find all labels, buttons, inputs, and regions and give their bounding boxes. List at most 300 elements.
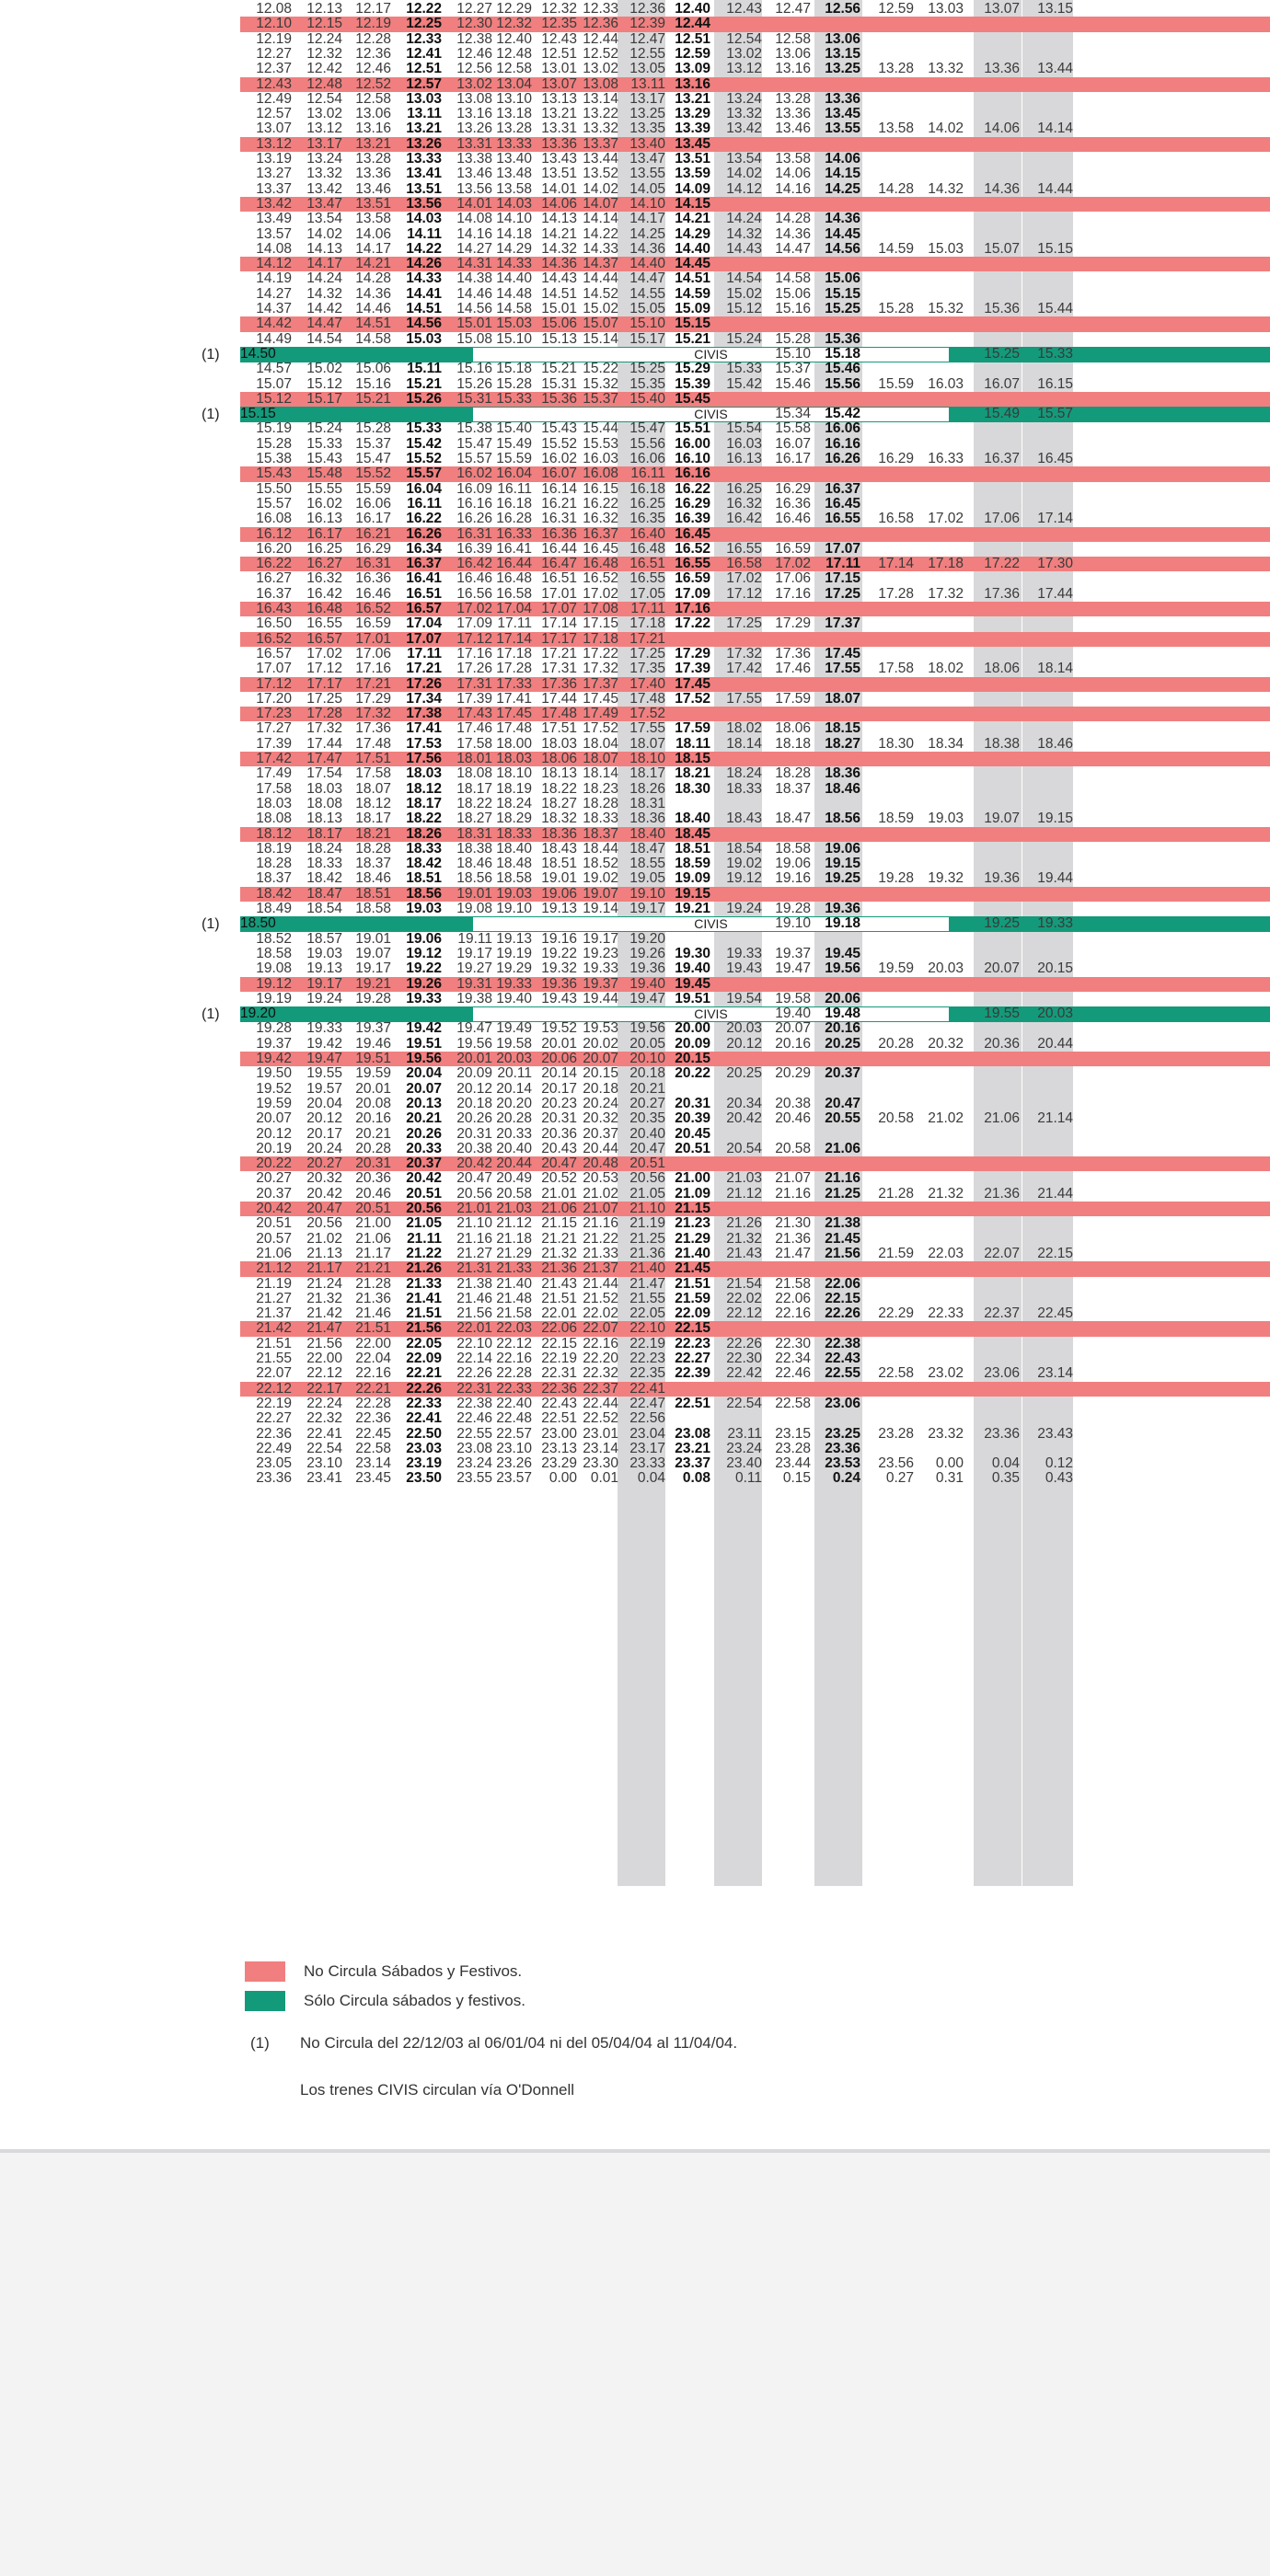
time-cell: 21.40 [496,1275,532,1292]
time-cell: 15.43 [256,466,292,482]
time-cell: 16.29 [775,480,811,497]
time-cell: 21.11 [407,1230,442,1247]
time-cell: 22.46 [456,1410,492,1427]
time-cell: 17.44 [1037,585,1073,602]
table-row [240,466,1270,481]
time-cell: 13.07 [256,121,292,137]
time-cell: 17.29 [675,645,710,661]
table-row [240,1202,1270,1216]
time-cell: 17.21 [355,675,391,692]
time-cell: 0.15 [782,1470,811,1487]
time-cell: 18.26 [406,825,442,842]
time-cell: 21.12 [496,1215,532,1232]
time-cell: 16.18 [629,480,665,497]
time-cell: 14.25 [629,225,665,242]
time-cell: 16.22 [675,480,710,497]
time-cell: 18.13 [306,811,342,827]
time-cell: 17.12 [726,585,762,602]
time-cell: 14.27 [256,285,292,302]
time-cell: 17.44 [541,690,577,707]
time-cell: 20.34 [726,1095,762,1111]
time-cell: 17.36 [355,720,391,737]
time-cell: 21.46 [355,1305,391,1322]
time-cell: 15.57 [456,451,492,466]
time-cell: 17.07 [406,630,442,647]
time-cell: 21.40 [675,1245,710,1261]
time-cell: 13.56 [406,195,442,212]
time-cell: 17.26 [456,661,492,677]
time-cell: 21.09 [675,1185,710,1202]
time-cell: 22.58 [355,1440,391,1456]
time-cell: 13.58 [775,151,811,167]
table-row [240,121,1270,136]
time-cell: 13.02 [306,106,342,122]
time-cell: 21.42 [256,1320,292,1337]
time-cell: 19.01 [355,930,391,947]
time-cell: 19.47 [775,960,811,977]
time-cell: 14.02 [306,225,342,242]
time-cell: 16.26 [406,525,442,542]
time-cell: 17.41 [496,690,532,707]
time-cell: 13.16 [775,61,811,77]
time-cell: 22.09 [675,1305,710,1322]
time-cell: 15.34 [775,406,811,422]
time-cell: 12.19 [256,30,292,47]
time-cell: 19.06 [406,930,442,947]
time-cell: 0.12 [1045,1455,1073,1472]
time-cell: 13.46 [775,121,811,137]
time-cell: 15.56 [825,375,860,392]
time-cell: 20.57 [256,1230,292,1247]
time-cell: 20.02 [583,1035,618,1052]
time-cell: 21.17 [306,1260,342,1277]
table-row [240,17,1270,31]
time-cell: 22.10 [456,1335,492,1351]
time-cell: 17.46 [775,661,811,677]
time-cell: 21.22 [406,1245,442,1261]
civis-note-marker: (1) [202,916,220,933]
time-cell: 21.29 [675,1230,710,1247]
time-cell: 23.36 [825,1440,860,1456]
time-cell: 19.37 [583,975,618,992]
time-cell: 17.37 [825,615,860,632]
time-cell: 19.43 [541,990,577,1006]
time-cell: 20.26 [456,1110,492,1127]
time-cell: 18.40 [496,840,532,857]
time-cell: 15.33 [726,361,762,377]
table-row [240,782,1270,797]
table-row [240,107,1270,121]
time-cell: 17.26 [406,675,442,692]
time-cell: 18.08 [456,765,492,782]
time-cell: 18.07 [825,690,860,707]
time-cell: 14.16 [456,225,492,242]
time-cell: 14.02 [726,166,762,182]
time-cell: 20.06 [825,990,860,1006]
time-cell: 18.28 [355,840,391,857]
time-cell: 17.22 [984,556,1020,572]
time-cell: 20.16 [355,1110,391,1127]
table-row [240,977,1270,992]
time-cell: 22.01 [456,1320,492,1337]
time-cell: 20.38 [456,1140,492,1156]
time-cell: 20.37 [256,1185,292,1202]
time-cell: 21.43 [726,1245,762,1261]
time-cell: 18.22 [456,795,492,811]
time-cell: 19.25 [984,915,1020,932]
time-cell: 21.51 [406,1305,442,1322]
time-cell: 13.25 [825,61,860,77]
time-cell: 22.06 [825,1275,860,1292]
time-cell: 16.20 [256,540,292,557]
time-cell: 19.30 [675,945,710,961]
time-cell: 14.36 [355,285,391,302]
time-cell: 18.27 [825,735,860,752]
time-cell: 20.44 [1037,1035,1073,1052]
time-cell: 17.15 [825,570,860,587]
time-cell: 21.15 [675,1201,710,1216]
time-cell: 14.38 [456,270,492,287]
time-cell: 14.19 [256,270,292,287]
time-cell: 20.13 [406,1095,442,1111]
time-cell: 19.24 [726,901,762,916]
time-cell: 13.06 [775,45,811,62]
time-cell: 20.48 [583,1156,618,1172]
time-cell: 17.48 [541,706,577,722]
time-cell: 19.38 [456,990,492,1006]
time-cell: 21.02 [306,1230,342,1247]
time-cell: 22.58 [775,1395,811,1411]
time-cell: 18.56 [456,870,492,887]
time-cell: 22.55 [825,1365,860,1382]
time-cell: 21.01 [456,1201,492,1216]
time-cell: 15.42 [406,435,442,452]
time-cell: 12.51 [675,30,710,47]
time-cell: 14.46 [355,301,391,316]
time-cell: 15.28 [256,435,292,452]
time-cell: 20.58 [496,1185,532,1202]
time-cell: 18.13 [541,765,577,782]
time-cell: 14.01 [456,195,492,212]
time-cell: 22.15 [1037,1245,1073,1261]
time-cell: 20.23 [541,1095,577,1111]
time-cell: 14.07 [583,195,618,212]
time-cell: 12.22 [406,1,442,17]
time-cell: 16.37 [406,556,442,572]
time-cell: 20.58 [878,1110,914,1127]
time-cell: 15.11 [407,361,442,377]
time-cell: 0.11 [734,1470,762,1487]
time-cell: 18.33 [406,840,442,857]
time-cell: 14.01 [541,180,577,197]
time-cell: 17.46 [456,720,492,737]
time-cell: 21.52 [583,1290,618,1306]
time-cell: 19.03 [406,901,442,916]
time-cell: 18.42 [406,856,442,872]
time-cell: 20.25 [825,1035,860,1052]
table-row [240,632,1270,647]
time-cell: 14.14 [583,211,618,227]
time-cell: 17.55 [825,661,860,677]
table-row [240,857,1270,871]
time-cell: 13.58 [355,211,391,227]
time-cell: 14.59 [675,285,710,302]
time-cell: 19.07 [984,811,1020,827]
time-cell: 19.13 [306,960,342,977]
time-cell: 17.04 [496,601,532,616]
time-cell: 21.36 [541,1260,577,1277]
time-cell: 20.49 [496,1170,532,1187]
time-cell: 15.06 [541,316,577,332]
time-cell: 20.37 [825,1065,860,1082]
time-cell: 20.10 [629,1051,665,1066]
time-cell: 13.31 [456,135,492,152]
time-cell: 12.52 [583,45,618,62]
time-cell: 17.02 [583,585,618,602]
time-cell: 18.36 [541,825,577,842]
time-cell: 17.32 [928,585,964,602]
time-cell: 14.50 [240,345,276,362]
time-cell: 15.06 [825,270,860,287]
table-row [240,827,1270,842]
time-cell: 22.45 [1037,1305,1073,1322]
time-cell: 0.43 [1045,1470,1073,1487]
time-cell: 17.43 [456,706,492,722]
time-cell: 22.05 [406,1335,442,1351]
time-cell: 15.32 [583,375,618,392]
time-cell: 17.48 [355,735,391,752]
time-cell: 17.12 [256,675,292,692]
time-cell: 18.59 [878,811,914,827]
time-cell: 18.47 [629,840,665,857]
time-cell: 12.44 [675,16,710,32]
time-cell: 22.06 [775,1290,811,1306]
time-cell: 14.08 [456,211,492,227]
time-cell: 22.05 [629,1305,665,1322]
time-cell: 17.11 [826,556,860,572]
time-cell: 13.09 [675,61,710,77]
time-cell: 18.07 [629,735,665,752]
time-cell: 14.59 [878,240,914,257]
time-cell: 17.22 [675,615,710,632]
time-cell: 17.37 [583,675,618,692]
time-cell: 0.24 [832,1470,860,1487]
time-cell: 16.27 [306,556,342,572]
time-cell: 19.05 [629,870,665,887]
time-cell: 16.17 [775,451,811,466]
time-cell: 17.29 [355,690,391,707]
time-cell: 19.55 [306,1065,342,1082]
time-cell: 13.33 [406,151,442,167]
time-cell: 16.02 [306,495,342,512]
time-cell: 18.06 [775,720,811,737]
time-cell: 15.40 [629,390,665,407]
time-cell: 18.08 [256,811,292,827]
table-row [240,1366,1270,1381]
time-cell: 19.19 [256,990,292,1006]
time-cell: 18.46 [825,780,860,797]
time-cell: 20.46 [355,1185,391,1202]
time-cell: 15.48 [306,466,342,482]
time-cell: 19.16 [541,930,577,947]
time-cell: 20.12 [256,1125,292,1142]
time-cell: 14.29 [496,240,532,257]
time-cell: 15.16 [456,361,492,377]
time-cell: 21.03 [496,1201,532,1216]
time-cell: 17.02 [456,601,492,616]
time-cell: 15.06 [775,285,811,302]
table-row [240,332,1270,347]
time-cell: 17.16 [355,661,391,677]
time-cell: 14.06 [984,121,1020,137]
civis-note-marker: (1) [202,407,220,423]
time-cell: 22.17 [306,1380,342,1397]
time-cell: 16.25 [306,540,342,557]
time-cell: 16.36 [541,525,577,542]
time-cell: 16.56 [456,585,492,602]
time-cell: 20.07 [775,1020,811,1037]
time-cell: 17.31 [456,675,492,692]
time-cell: 13.41 [406,166,442,182]
time-cell: 19.01 [456,885,492,902]
time-cell: 17.32 [306,720,342,737]
time-cell: 16.16 [675,466,710,482]
time-cell: 14.26 [406,256,442,272]
time-cell: 17.07 [256,661,292,677]
time-cell: 15.44 [1037,301,1073,316]
time-cell: 21.17 [355,1245,391,1261]
time-cell: 21.55 [256,1351,292,1366]
time-cell: 16.04 [496,466,532,482]
time-cell: 17.01 [355,630,391,647]
time-cell: 18.43 [541,840,577,857]
time-cell: 19.33 [583,960,618,977]
time-cell: 16.28 [496,511,532,527]
time-cell: 12.58 [355,90,391,107]
time-cell: 0.08 [682,1470,710,1487]
time-cell: 12.43 [256,75,292,92]
time-cell: 18.17 [406,795,442,811]
time-cell: 13.44 [583,151,618,167]
time-cell: 13.37 [583,135,618,152]
time-cell: 22.26 [406,1380,442,1397]
time-cell: 17.02 [928,511,964,527]
time-cell: 12.32 [306,45,342,62]
table-row [240,62,1270,76]
time-cell: 18.37 [583,825,618,842]
time-cell: 17.40 [629,675,665,692]
time-cell: 19.20 [240,1006,276,1022]
time-cell: 17.31 [541,661,577,677]
time-cell: 23.40 [726,1455,762,1472]
time-cell: 20.17 [541,1080,577,1097]
time-cell: 15.02 [306,361,342,377]
time-cell: 19.14 [583,901,618,916]
time-cell: 16.03 [583,451,618,466]
table-row [240,887,1270,902]
time-cell: 18.07 [355,780,391,797]
time-cell: 16.29 [355,540,391,557]
time-cell: 17.09 [675,585,710,602]
time-cell: 12.51 [406,61,442,77]
time-cell: 21.03 [726,1170,762,1187]
time-cell: 18.30 [878,735,914,752]
time-cell: 14.48 [496,285,532,302]
time-cell: 21.15 [541,1215,577,1232]
table-row [240,1397,1270,1411]
time-cell: 14.56 [406,316,442,332]
time-cell: 13.06 [825,30,860,47]
time-cell: 15.24 [726,330,762,347]
time-cell: 14.58 [496,301,532,316]
time-cell: 20.22 [256,1156,292,1172]
time-cell: 12.43 [541,30,577,47]
time-cell: 14.47 [306,316,342,332]
time-cell: 12.47 [629,30,665,47]
time-cell: 12.59 [878,1,914,17]
time-cell: 14.11 [407,225,442,242]
time-cell: 14.02 [928,121,964,137]
time-cell: 18.54 [726,840,762,857]
time-cell: 16.39 [675,511,710,527]
time-cell: 14.55 [629,285,665,302]
time-cell: 16.36 [775,495,811,512]
time-cell: 21.10 [456,1215,492,1232]
time-cell: 21.19 [629,1215,665,1232]
time-cell: 20.42 [306,1185,342,1202]
time-cell: 23.08 [456,1440,492,1456]
time-cell: 16.16 [825,435,860,452]
time-cell: 13.51 [675,151,710,167]
time-cell: 13.49 [256,211,292,227]
time-cell: 21.02 [928,1110,964,1127]
time-cell: 21.18 [496,1230,532,1247]
time-cell: 17.14 [541,615,577,632]
time-cell: 13.21 [675,90,710,107]
time-cell: 12.56 [825,1,860,17]
time-cell: 16.09 [456,480,492,497]
time-cell: 12.54 [306,90,342,107]
time-cell: 13.36 [355,166,391,182]
time-cell: 22.16 [583,1335,618,1351]
time-cell: 17.39 [456,690,492,707]
time-cell: 12.57 [256,106,292,122]
blank-page-area [0,2153,1270,2576]
time-cell: 20.09 [456,1065,492,1082]
time-cell: 19.59 [256,1095,292,1111]
time-cell: 19.44 [1037,870,1073,887]
time-cell: 17.04 [406,615,442,632]
time-cell: 17.06 [355,645,391,661]
time-cell: 15.28 [496,375,532,392]
time-cell: 22.12 [726,1305,762,1322]
time-cell: 15.13 [541,330,577,347]
time-cell: 16.58 [726,556,762,572]
table-row [240,1277,1270,1292]
time-cell: 20.46 [775,1110,811,1127]
time-cell: 22.27 [256,1410,292,1427]
time-cell: 15.26 [456,375,492,392]
time-cell: 15.25 [825,301,860,316]
time-cell: 20.28 [878,1035,914,1052]
time-cell: 18.58 [256,945,292,961]
table-row [240,1382,1270,1397]
time-cell: 16.31 [456,525,492,542]
time-cell: 23.17 [629,1440,665,1456]
time-cell: 20.47 [825,1095,860,1111]
time-cell: 14.58 [355,330,391,347]
time-cell: 22.04 [355,1351,391,1366]
